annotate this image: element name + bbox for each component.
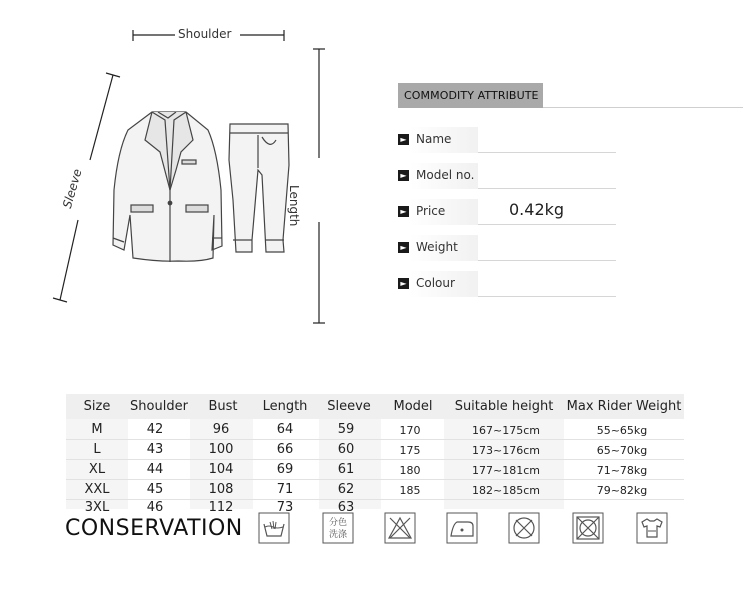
attribute-label: Name	[416, 132, 452, 146]
table-cell: 180	[399, 464, 421, 477]
header-cell: Size	[83, 399, 111, 414]
table-cell: 42	[146, 422, 164, 437]
table-cell: 63	[337, 500, 355, 515]
attribute-divider	[478, 152, 616, 153]
attribute-row-price	[398, 199, 618, 225]
header-cell: Suitable height	[454, 399, 554, 414]
sleeve-label: Sleeve	[60, 167, 85, 210]
table-cell: 60	[337, 442, 355, 457]
table-cell: 175	[399, 444, 421, 457]
wash-separately-icon	[322, 512, 354, 544]
attribute-label: Price	[416, 204, 446, 218]
table-cell: 73	[276, 500, 294, 515]
table-cell: 112	[208, 500, 234, 515]
table-cell: 45	[146, 482, 164, 497]
table-cell: L	[93, 442, 101, 457]
conservation-title: CONSERVATION	[65, 516, 243, 541]
table-cell: 46	[146, 500, 164, 515]
attribute-row-name	[398, 127, 618, 153]
table-cell: 59	[337, 422, 355, 437]
table-cell: 185	[399, 484, 421, 497]
table-cell: 100	[208, 442, 234, 457]
table-cell: 71~78kg	[596, 464, 648, 477]
table-cell: 170	[399, 424, 421, 437]
attribute-label: Weight	[416, 240, 458, 254]
table-cell: 108	[208, 482, 234, 497]
hand-wash-icon	[258, 512, 290, 544]
do-not-tumble-dry-icon	[572, 512, 604, 544]
table-cell: 61	[337, 462, 355, 477]
do-not-dry-clean-icon	[508, 512, 540, 544]
table-cell: 71	[276, 482, 294, 497]
attribute-row-colour	[398, 271, 618, 297]
svg-text:洗涤: 洗涤	[328, 530, 348, 540]
table-cell: 55~65kg	[596, 424, 648, 437]
table-cell: 64	[276, 422, 294, 437]
row-divider	[66, 439, 684, 440]
commodity-attribute-header: COMMODITY ATTRIBUTE	[398, 83, 543, 108]
attribute-label: Model no.	[416, 168, 475, 182]
header-divider	[543, 107, 743, 108]
table-cell: 96	[212, 422, 230, 437]
table-cell: 44	[146, 462, 164, 477]
attribute-label: Colour	[416, 276, 455, 290]
arrow-bullet-icon: ►	[398, 206, 409, 217]
header-cell: Sleeve	[327, 399, 371, 414]
header-cell: Model	[393, 399, 433, 414]
table-cell: 177~181cm	[472, 464, 540, 477]
do-not-bleach-icon	[384, 512, 416, 544]
arrow-bullet-icon: ►	[398, 170, 409, 181]
table-cell: 173~176cm	[472, 444, 540, 457]
iron-icon	[446, 512, 478, 544]
table-cell: 65~70kg	[596, 444, 648, 457]
row-divider	[66, 459, 684, 460]
table-cell: 167~175cm	[472, 424, 540, 437]
table-cell: 62	[337, 482, 355, 497]
attribute-divider	[478, 224, 616, 225]
shoulder-label: Shoulder	[178, 27, 232, 41]
table-cell: XL	[88, 462, 106, 477]
header-cell: Shoulder	[130, 399, 188, 414]
header-cell: Length	[262, 399, 308, 414]
table-cell: 104	[208, 462, 234, 477]
table-cell: 69	[276, 462, 294, 477]
table-cell: 66	[276, 442, 294, 457]
arrow-bullet-icon: ►	[398, 134, 409, 145]
trousers-drawing	[229, 124, 289, 252]
table-cell: 43	[146, 442, 164, 457]
table-cell: 182~185cm	[472, 484, 540, 497]
length-label: Length	[287, 185, 301, 227]
attribute-divider	[478, 296, 616, 297]
table-cell: 79~82kg	[596, 484, 648, 497]
arrow-bullet-icon: ►	[398, 242, 409, 253]
jacket-drawing	[113, 112, 222, 262]
attribute-divider	[478, 260, 616, 261]
arrow-bullet-icon: ►	[398, 278, 409, 289]
table-cell: 3XL	[84, 500, 110, 515]
header-cell: Max Rider Weight	[566, 399, 682, 414]
row-divider	[66, 479, 684, 480]
attribute-row-model-no	[398, 163, 618, 189]
measurement-diagram	[0, 0, 360, 340]
table-cell: XXL	[84, 482, 110, 497]
table-cell: M	[91, 422, 103, 437]
attribute-value: 0.42kg	[509, 200, 565, 219]
attribute-divider	[478, 188, 616, 189]
dry-flat-icon	[636, 512, 668, 544]
svg-text:分色: 分色	[328, 518, 348, 528]
attribute-row-weight	[398, 235, 618, 261]
header-cell: Bust	[208, 399, 238, 414]
suit-illustration	[0, 0, 360, 340]
